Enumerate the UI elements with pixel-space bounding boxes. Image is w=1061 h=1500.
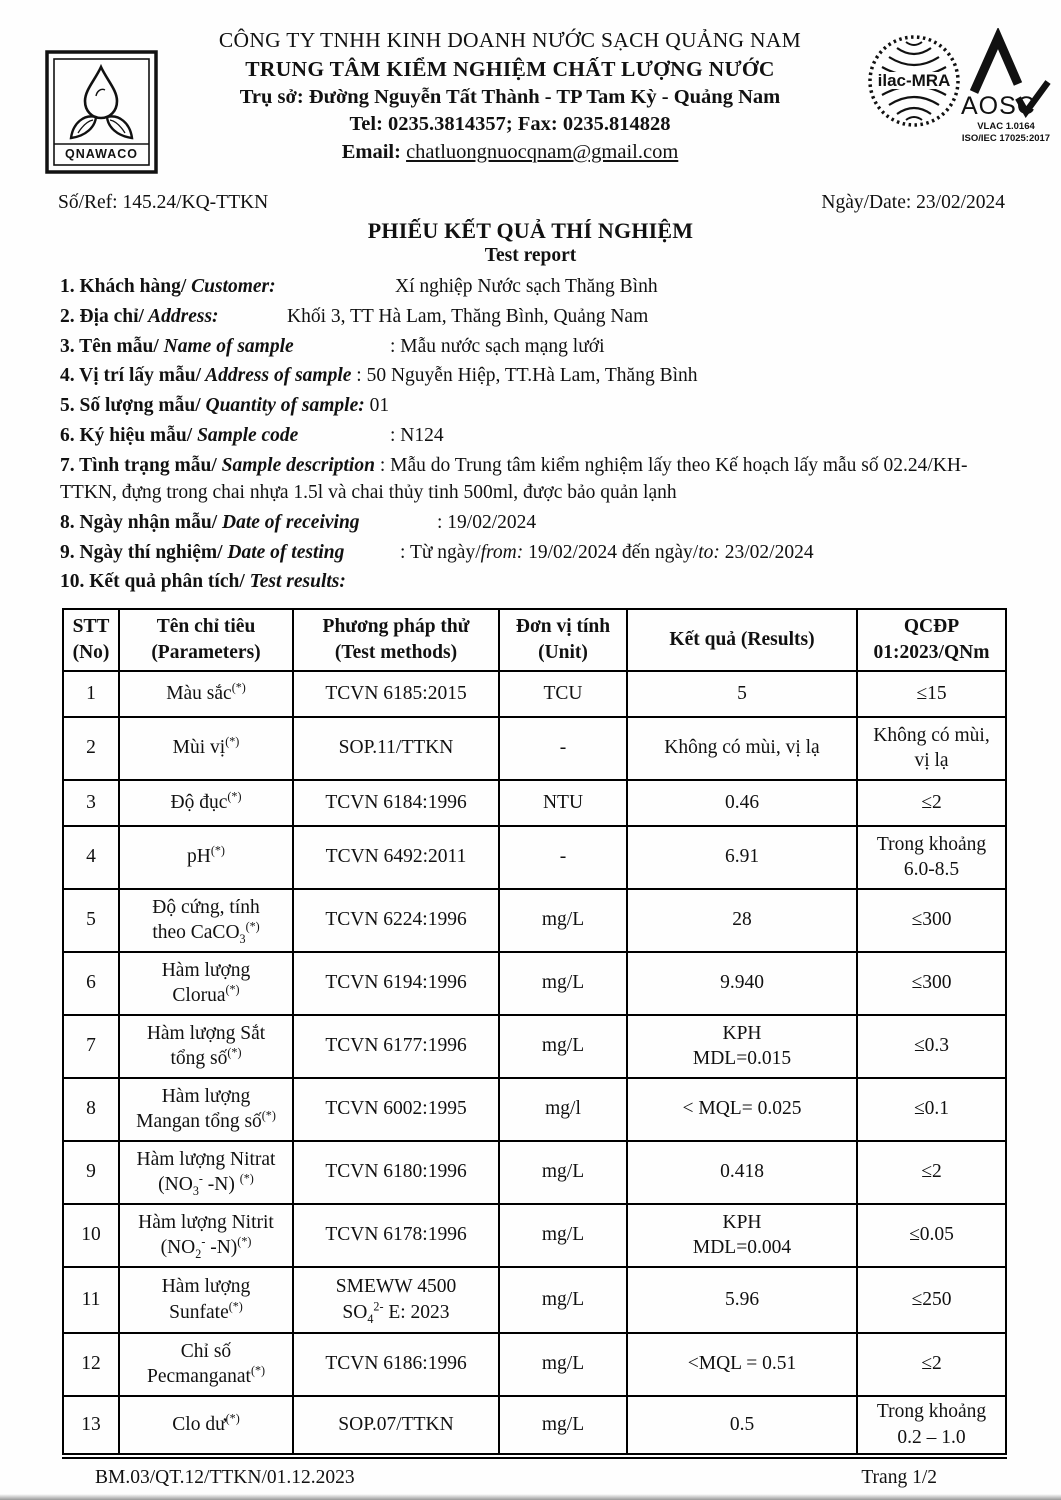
cell-result: 5: [627, 671, 857, 717]
cell-no: 7: [63, 1015, 119, 1078]
cell-method: SOP.07/TTKN: [293, 1396, 499, 1456]
report-title: PHIẾU KẾT QUẢ THÍ NGHIỆM: [367, 218, 694, 243]
cell-parameter: Hàm lượng Sunfate(*): [119, 1267, 293, 1333]
cell-parameter: pH(*): [119, 826, 293, 889]
qnawaco-logo: [45, 50, 158, 179]
cell-limit: ≤2: [857, 780, 1006, 826]
aosc-label: AOSC: [961, 92, 1036, 120]
cell-limit: ≤0.05: [857, 1204, 1006, 1267]
table-row-nitrate: [63, 1141, 1006, 1204]
cell-result: 0.418: [627, 1141, 857, 1204]
report-date: Ngày/Date: 23/02/2024: [821, 192, 1005, 213]
cell-unit: mg/L: [499, 1267, 627, 1333]
table-row-sulfate: [63, 1267, 1006, 1333]
table-row-manganese: [63, 1078, 1006, 1141]
cell-unit: TCU: [499, 671, 627, 717]
aosc-logo: [960, 28, 1052, 151]
cell-result: 28: [627, 889, 857, 952]
cell-parameter: Chỉ số Pecmanganat(*): [119, 1333, 293, 1396]
info-line-sample-code: 6. Ký hiệu mẫu/ Sample code : N124: [60, 424, 444, 446]
tel-fax-line: Tel: 0235.3814357; Fax: 0235.814828: [349, 113, 671, 136]
cell-result: KPH MDL=0.015: [627, 1015, 857, 1078]
cell-no: 11: [63, 1267, 119, 1333]
cell-no: 10: [63, 1204, 119, 1267]
cell-method: TCVN 6492:2011: [293, 826, 499, 889]
cell-unit: mg/L: [499, 952, 627, 1015]
ilac-mra-logo: [866, 32, 962, 135]
info-line-address: 2. Địa chỉ/ Address: Khối 3, TT Hà Lam, Thăng Bình, Quảng Nam: [60, 305, 649, 327]
ref-date-row: [58, 192, 1005, 214]
cell-no: 12: [63, 1333, 119, 1396]
info-line-quantity: 5. Số lượng mẫu/ Quantity of sample: 01: [60, 395, 390, 417]
cell-method: TCVN 6224:1996: [293, 889, 499, 952]
info-line-sample-name: 3. Tên mẫu/ Name of sample : Mẫu nước sạch mạng lưới: [60, 335, 605, 357]
cell-parameter: Hàm lượng Clorua(*): [119, 952, 293, 1015]
table-row-ph: [63, 826, 1006, 889]
cell-method: TCVN 6185:2015: [293, 671, 499, 717]
col-header-unit: Đơn vị tính (Unit): [499, 609, 627, 671]
info-line-customer: 1. Khách hàng/ Customer: Xí nghiệp Nước sạch Thăng Bình: [60, 276, 658, 297]
table-row-hardness: [63, 889, 1006, 952]
cell-unit: mg/L: [499, 1015, 627, 1078]
cell-parameter: Clo dư(*): [119, 1396, 293, 1456]
iso-accreditation: ISO/IEC 17025:2017: [961, 133, 1051, 144]
cell-result: 0.46: [627, 780, 857, 826]
cell-parameter: Mùi vị(*): [119, 717, 293, 780]
cell-method: TCVN 6186:1996: [293, 1333, 499, 1396]
cell-unit: mg/L: [499, 1141, 627, 1204]
cell-result: <MQL = 0.51: [627, 1333, 857, 1396]
table-row-iron: [63, 1015, 1006, 1078]
info-line-date-receiving: 8. Ngày nhận mẫu/ Date of receiving : 19/02/2024: [60, 511, 537, 533]
cell-result: < MQL= 0.025: [627, 1078, 857, 1141]
cell-unit: -: [499, 826, 627, 889]
table-row-color: [63, 671, 1006, 717]
email-line: [150, 139, 870, 166]
cell-result: 0.5: [627, 1396, 857, 1456]
cell-parameter: Hàm lượng Nitrit ($NO_2^-$ -N)(*): [119, 1204, 293, 1267]
table-row-residual-chlorine: [63, 1396, 1006, 1456]
results-table: [62, 608, 1007, 1459]
cell-method: TCVN 6178:1996: [293, 1204, 499, 1267]
scan-edge-artifact: [0, 1494, 1061, 1500]
cell-unit: mg/L: [499, 889, 627, 952]
cell-parameter: Độ đục(*): [119, 780, 293, 826]
cell-result: 9.940: [627, 952, 857, 1015]
cell-method: SOP.11/TTKN: [293, 717, 499, 780]
cell-no: 4: [63, 826, 119, 889]
cell-method: TCVN 6177:1996: [293, 1015, 499, 1078]
info-line-sample-description: 7. Tình trạng mẫu/ Sample description : Mẫu do Trung tâm kiểm nghiệm lấy theo Kế hoạch lấy mẫu số 02.24/KH-TTKN, đựng trong chai nhựa 1.5l và chai thủy tinh 500ml, được bảo quản lạnh: [60, 454, 968, 504]
cell-result: Không có mùi, vị lạ: [627, 717, 857, 780]
cell-parameter: Độ cứng, tính theo CaCO$_3$(*): [119, 889, 293, 952]
document-header: [0, 0, 1061, 178]
cell-method: TCVN 6002:1995: [293, 1078, 499, 1141]
report-subtitle: Test report: [484, 245, 577, 266]
cell-unit: mg/L: [499, 1333, 627, 1396]
cell-no: 1: [63, 671, 119, 717]
cell-limit: Không có mùi, vị lạ: [857, 717, 1006, 780]
cell-limit: ≤2: [857, 1141, 1006, 1204]
cell-limit: ≤250: [857, 1267, 1006, 1333]
table-row-chloride: [63, 952, 1006, 1015]
col-header-results: Kết quả (Results): [627, 609, 857, 671]
cell-no: 5: [63, 889, 119, 952]
vlac-number: VLAC 1.0164: [977, 121, 1035, 132]
col-header-parameters: Tên chỉ tiêu (Parameters): [119, 609, 293, 671]
cell-unit: mg/L: [499, 1204, 627, 1267]
cell-parameter: Hàm lượng Nitrat ($NO_3^-$ -N) (*): [119, 1141, 293, 1204]
form-code: BM.03/QT.12/TTKN/01.12.2023: [95, 1466, 355, 1488]
cell-parameter: Hàm lượng Mangan tổng số(*): [119, 1078, 293, 1141]
cell-limit: Trong khoảng 6.0-8.5: [857, 826, 1006, 889]
ilac-mra-label: ilac-MRA: [877, 71, 951, 90]
cell-result: 5.96: [627, 1267, 857, 1333]
col-header-methods: Phương pháp thử (Test methods): [293, 609, 499, 671]
water-drop-hands-icon: [45, 50, 158, 174]
table-row-permanganate: [63, 1333, 1006, 1396]
cell-limit: ≤0.3: [857, 1015, 1006, 1078]
table-row-odor: [63, 717, 1006, 780]
cell-limit: ≤15: [857, 671, 1006, 717]
head-office-address: Trụ sở: Đường Nguyễn Tất Thành - TP Tam Kỳ - Quảng Nam: [239, 85, 781, 108]
cell-unit: -: [499, 717, 627, 780]
page-number: Trang 1/2: [861, 1466, 937, 1488]
cell-parameter: Hàm lượng Sắt tổng số(*): [119, 1015, 293, 1078]
cell-no: 8: [63, 1078, 119, 1141]
table-header-row: [63, 609, 1006, 671]
cell-method: TCVN 6184:1996: [293, 780, 499, 826]
email-label: Email:: [341, 140, 401, 163]
info-line-date-testing: 9. Ngày thí nghiệm/ Date of testing : Từ ngày/from: 19/02/2024 đến ngày/to: 23/02/2024: [60, 541, 814, 563]
cell-parameter: Màu sắc(*): [119, 671, 293, 717]
email-address: chatluongnuocqnam@gmail.com: [406, 140, 679, 163]
cell-limit: ≤300: [857, 952, 1006, 1015]
ref-number: Số/Ref: 145.24/KQ-TTKN: [58, 192, 269, 213]
cell-no: 2: [63, 717, 119, 780]
cell-result: KPH MDL=0.004: [627, 1204, 857, 1267]
cell-unit: mg/l: [499, 1078, 627, 1141]
cell-limit: ≤0.1: [857, 1078, 1006, 1141]
cell-method: SMEWW 4500 $SO_4^{2-}$ E: 2023: [293, 1267, 499, 1333]
page-footer: [95, 1467, 937, 1489]
cell-result: 6.91: [627, 826, 857, 889]
col-header-no: STT (No): [63, 609, 119, 671]
sample-info-section: [60, 273, 1009, 596]
qnawaco-logo-label: QNAWACO: [65, 147, 138, 161]
cell-no: 9: [63, 1141, 119, 1204]
cell-no: 6: [63, 952, 119, 1015]
header-text-block: [150, 26, 870, 166]
table-row-turbidity: [63, 780, 1006, 826]
cell-limit: ≤300: [857, 889, 1006, 952]
ilac-mra-globe-icon: [866, 32, 962, 130]
cell-unit: mg/L: [499, 1396, 627, 1456]
cell-no: 13: [63, 1396, 119, 1456]
cell-method: TCVN 6180:1996: [293, 1141, 499, 1204]
col-header-limit: QCĐP 01:2023/QNm: [857, 609, 1006, 671]
cell-method: TCVN 6194:1996: [293, 952, 499, 1015]
cell-no: 3: [63, 780, 119, 826]
aosc-mountain-check-icon: [960, 28, 1052, 146]
center-name: TRUNG TÂM KIỂM NGHIỆM CHẤT LƯỢNG NƯỚC: [245, 56, 775, 81]
info-line-sample-address: 4. Vị trí lấy mẫu/ Address of sample : 50 Nguyễn Hiệp, TT.Hà Lam, Thăng Bình: [60, 365, 698, 387]
cell-limit: ≤2: [857, 1333, 1006, 1396]
table-row-nitrite: [63, 1204, 1006, 1267]
info-line-test-results: 10. Kết quả phân tích/ Test results:: [60, 571, 346, 593]
company-name: CÔNG TY TNHH KINH DOANH NƯỚC SẠCH QUẢNG NAM: [218, 28, 802, 52]
cell-limit: Trong khoảng 0.2 – 1.0: [857, 1396, 1006, 1456]
cell-unit: NTU: [499, 780, 627, 826]
